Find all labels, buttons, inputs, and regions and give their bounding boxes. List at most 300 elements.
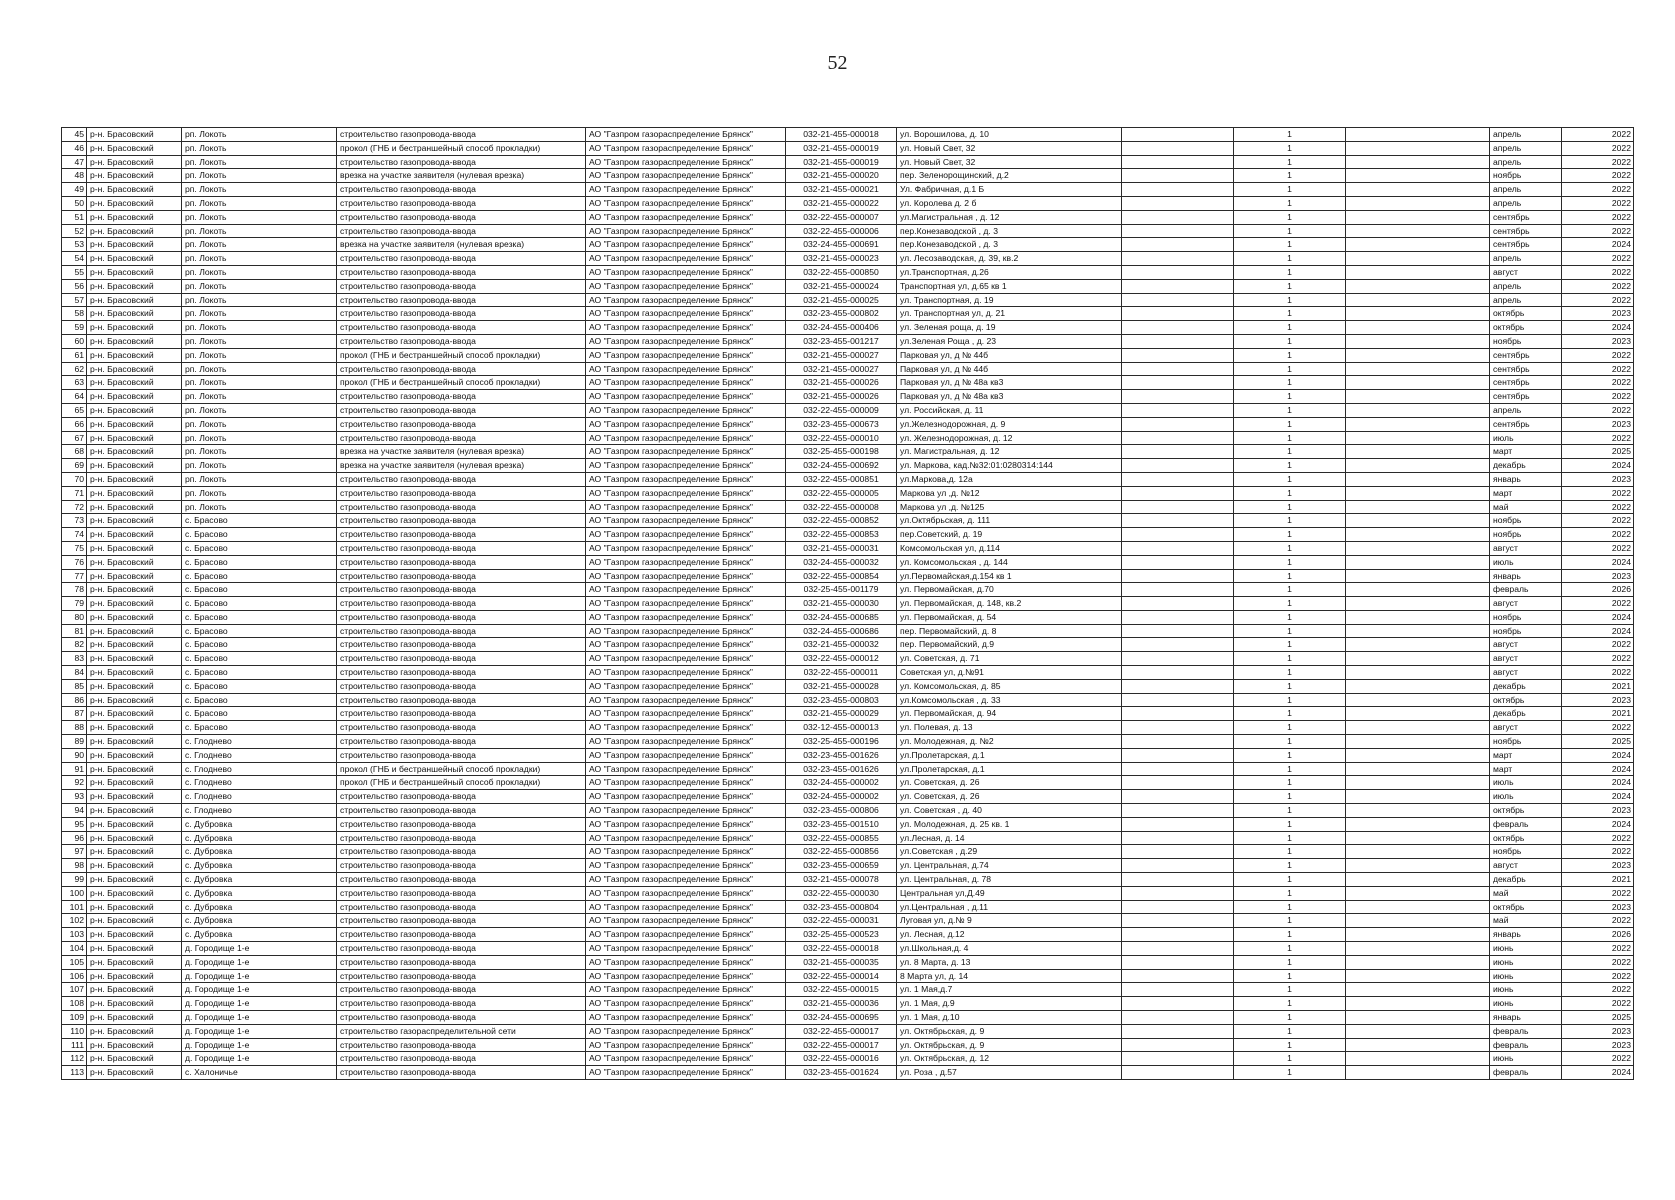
table-row xyxy=(62,348,1634,362)
organization-cell: АО "Газпром газораспределение Брянск" xyxy=(586,679,786,693)
row-number: 92 xyxy=(62,776,87,790)
row-number: 48 xyxy=(62,169,87,183)
district-cell: р-н. Брасовский xyxy=(87,224,182,238)
organization-cell: АО "Газпром газораспределение Брянск" xyxy=(586,955,786,969)
month-cell: май xyxy=(1490,886,1562,900)
district-cell: р-н. Брасовский xyxy=(87,845,182,859)
code-cell: 032-22-455-000009 xyxy=(786,403,897,417)
address-cell: ул. 1 Мая,д.7 xyxy=(897,983,1122,997)
month-cell: сентябрь xyxy=(1490,417,1562,431)
row-number: 80 xyxy=(62,610,87,624)
table-row xyxy=(62,293,1634,307)
quantity-cell: 1 xyxy=(1234,403,1346,417)
district-cell: р-н. Брасовский xyxy=(87,514,182,528)
empty-cell xyxy=(1122,900,1234,914)
organization-cell: АО "Газпром газораспределение Брянск" xyxy=(586,886,786,900)
quantity-cell: 1 xyxy=(1234,155,1346,169)
empty-cell xyxy=(1122,1066,1234,1080)
table-row xyxy=(62,1038,1634,1052)
row-number: 50 xyxy=(62,196,87,210)
quantity-cell: 1 xyxy=(1234,196,1346,210)
month-cell: август xyxy=(1490,652,1562,666)
empty-cell-2 xyxy=(1346,569,1490,583)
quantity-cell: 1 xyxy=(1234,141,1346,155)
month-cell: март xyxy=(1490,748,1562,762)
settlement-cell: рп. Локоть xyxy=(182,417,337,431)
table-row xyxy=(62,583,1634,597)
year-cell: 2022 xyxy=(1562,831,1634,845)
table-row xyxy=(62,597,1634,611)
row-number: 105 xyxy=(62,955,87,969)
quantity-cell: 1 xyxy=(1234,831,1346,845)
empty-cell-2 xyxy=(1346,886,1490,900)
organization-cell: АО "Газпром газораспределение Брянск" xyxy=(586,748,786,762)
row-number: 68 xyxy=(62,445,87,459)
empty-cell xyxy=(1122,1011,1234,1025)
code-cell: 032-23-455-001624 xyxy=(786,1066,897,1080)
settlement-cell: рп. Локоть xyxy=(182,348,337,362)
quantity-cell: 1 xyxy=(1234,845,1346,859)
empty-cell-2 xyxy=(1346,555,1490,569)
empty-cell-2 xyxy=(1346,403,1490,417)
row-number: 58 xyxy=(62,307,87,321)
work-type-cell: строительство газопровода-ввода xyxy=(337,942,586,956)
row-number: 76 xyxy=(62,555,87,569)
address-cell: Парковая ул, д № 44б xyxy=(897,362,1122,376)
address-cell: ул. Первомайская, д. 148, кв.2 xyxy=(897,597,1122,611)
work-type-cell: строительство газопровода-ввода xyxy=(337,183,586,197)
empty-cell-2 xyxy=(1346,417,1490,431)
table-row xyxy=(62,279,1634,293)
settlement-cell: с. Дубровка xyxy=(182,900,337,914)
organization-cell: АО "Газпром газораспределение Брянск" xyxy=(586,390,786,404)
empty-cell xyxy=(1122,969,1234,983)
address-cell: ул. Советская, д. 26 xyxy=(897,776,1122,790)
row-number: 52 xyxy=(62,224,87,238)
empty-cell xyxy=(1122,693,1234,707)
quantity-cell: 1 xyxy=(1234,997,1346,1011)
table-row xyxy=(62,403,1634,417)
row-number: 71 xyxy=(62,486,87,500)
organization-cell: АО "Газпром газораспределение Брянск" xyxy=(586,334,786,348)
district-cell: р-н. Брасовский xyxy=(87,762,182,776)
quantity-cell: 1 xyxy=(1234,624,1346,638)
empty-cell xyxy=(1122,514,1234,528)
work-type-cell: строительство газопровода-ввода xyxy=(337,748,586,762)
work-type-cell: строительство газопровода-ввода xyxy=(337,693,586,707)
work-type-cell: строительство газопровода-ввода xyxy=(337,362,586,376)
row-number: 61 xyxy=(62,348,87,362)
work-type-cell: строительство газопровода-ввода xyxy=(337,859,586,873)
address-cell: Комсомольская ул, д.114 xyxy=(897,541,1122,555)
district-cell: р-н. Брасовский xyxy=(87,279,182,293)
address-cell: ул.Советская , д.29 xyxy=(897,845,1122,859)
month-cell: июль xyxy=(1490,776,1562,790)
year-cell: 2023 xyxy=(1562,900,1634,914)
empty-cell xyxy=(1122,238,1234,252)
settlement-cell: рп. Локоть xyxy=(182,128,337,142)
month-cell: апрель xyxy=(1490,155,1562,169)
row-number: 56 xyxy=(62,279,87,293)
empty-cell xyxy=(1122,886,1234,900)
organization-cell: АО "Газпром газораспределение Брянск" xyxy=(586,873,786,887)
work-type-cell: строительство газопровода-ввода xyxy=(337,845,586,859)
work-type-cell: строительство газопровода-ввода xyxy=(337,1038,586,1052)
month-cell: апрель xyxy=(1490,293,1562,307)
month-cell: июль xyxy=(1490,555,1562,569)
address-cell: ул. Королева д. 2 б xyxy=(897,196,1122,210)
empty-cell-2 xyxy=(1346,652,1490,666)
quantity-cell: 1 xyxy=(1234,873,1346,887)
table-row xyxy=(62,376,1634,390)
year-cell: 2022 xyxy=(1562,376,1634,390)
code-cell: 032-22-455-000010 xyxy=(786,431,897,445)
month-cell: сентябрь xyxy=(1490,362,1562,376)
year-cell: 2022 xyxy=(1562,265,1634,279)
year-cell: 2022 xyxy=(1562,500,1634,514)
empty-cell xyxy=(1122,997,1234,1011)
code-cell: 032-24-455-000691 xyxy=(786,238,897,252)
code-cell: 032-22-455-000015 xyxy=(786,983,897,997)
row-number: 96 xyxy=(62,831,87,845)
year-cell: 2022 xyxy=(1562,638,1634,652)
quantity-cell: 1 xyxy=(1234,445,1346,459)
empty-cell-2 xyxy=(1346,183,1490,197)
month-cell: июнь xyxy=(1490,1052,1562,1066)
empty-cell xyxy=(1122,472,1234,486)
code-cell: 032-21-455-000032 xyxy=(786,638,897,652)
address-cell: ул. 1 Мая, д.10 xyxy=(897,1011,1122,1025)
empty-cell xyxy=(1122,252,1234,266)
month-cell: ноябрь xyxy=(1490,514,1562,528)
quantity-cell: 1 xyxy=(1234,252,1346,266)
address-cell: пер.Конезаводской , д. 3 xyxy=(897,224,1122,238)
row-number: 91 xyxy=(62,762,87,776)
organization-cell: АО "Газпром газораспределение Брянск" xyxy=(586,1011,786,1025)
code-cell: 032-24-455-000032 xyxy=(786,555,897,569)
organization-cell: АО "Газпром газораспределение Брянск" xyxy=(586,376,786,390)
work-type-cell: строительство газопровода-ввода xyxy=(337,831,586,845)
quantity-cell: 1 xyxy=(1234,804,1346,818)
address-cell: пер. Зеленорощинский, д.2 xyxy=(897,169,1122,183)
empty-cell-2 xyxy=(1346,1011,1490,1025)
row-number: 101 xyxy=(62,900,87,914)
table-body xyxy=(62,128,1634,1080)
empty-cell-2 xyxy=(1346,997,1490,1011)
quantity-cell: 1 xyxy=(1234,735,1346,749)
empty-cell xyxy=(1122,638,1234,652)
district-cell: р-н. Брасовский xyxy=(87,886,182,900)
month-cell: октябрь xyxy=(1490,831,1562,845)
empty-cell xyxy=(1122,817,1234,831)
year-cell: 2022 xyxy=(1562,955,1634,969)
works-table xyxy=(61,127,1634,1080)
organization-cell: АО "Газпром газораспределение Брянск" xyxy=(586,817,786,831)
quantity-cell: 1 xyxy=(1234,265,1346,279)
month-cell: сентябрь xyxy=(1490,376,1562,390)
work-type-cell: строительство газопровода-ввода xyxy=(337,955,586,969)
organization-cell: АО "Газпром газораспределение Брянск" xyxy=(586,307,786,321)
settlement-cell: д. Городище 1-е xyxy=(182,1024,337,1038)
district-cell: р-н. Брасовский xyxy=(87,155,182,169)
settlement-cell: с. Глоднево xyxy=(182,735,337,749)
work-type-cell: строительство газопровода-ввода xyxy=(337,817,586,831)
address-cell: ул. Первомайская, д.70 xyxy=(897,583,1122,597)
month-cell: апрель xyxy=(1490,141,1562,155)
table-row xyxy=(62,748,1634,762)
empty-cell-2 xyxy=(1346,776,1490,790)
quantity-cell: 1 xyxy=(1234,776,1346,790)
quantity-cell: 1 xyxy=(1234,610,1346,624)
address-cell: ул.Центральная , д.11 xyxy=(897,900,1122,914)
quantity-cell: 1 xyxy=(1234,417,1346,431)
district-cell: р-н. Брасовский xyxy=(87,252,182,266)
district-cell: р-н. Брасовский xyxy=(87,1024,182,1038)
year-cell: 2022 xyxy=(1562,210,1634,224)
district-cell: р-н. Брасовский xyxy=(87,969,182,983)
empty-cell-2 xyxy=(1346,804,1490,818)
address-cell: ул. Комсомольская , д. 144 xyxy=(897,555,1122,569)
empty-cell-2 xyxy=(1346,252,1490,266)
settlement-cell: с. Дубровка xyxy=(182,845,337,859)
address-cell: ул.Магистральная , д. 12 xyxy=(897,210,1122,224)
district-cell: р-н. Брасовский xyxy=(87,417,182,431)
quantity-cell: 1 xyxy=(1234,583,1346,597)
year-cell: 2026 xyxy=(1562,583,1634,597)
organization-cell: АО "Газпром газораспределение Брянск" xyxy=(586,831,786,845)
table-row xyxy=(62,859,1634,873)
settlement-cell: рп. Локоть xyxy=(182,334,337,348)
work-type-cell: строительство газопровода-ввода xyxy=(337,886,586,900)
district-cell: р-н. Брасовский xyxy=(87,569,182,583)
year-cell: 2022 xyxy=(1562,886,1634,900)
month-cell: сентябрь xyxy=(1490,210,1562,224)
empty-cell xyxy=(1122,942,1234,956)
quantity-cell: 1 xyxy=(1234,1066,1346,1080)
code-cell: 032-22-455-000006 xyxy=(786,224,897,238)
code-cell: 032-22-455-000017 xyxy=(786,1024,897,1038)
district-cell: р-н. Брасовский xyxy=(87,265,182,279)
code-cell: 032-23-455-000804 xyxy=(786,900,897,914)
year-cell: 2025 xyxy=(1562,735,1634,749)
empty-cell xyxy=(1122,390,1234,404)
table-row xyxy=(62,776,1634,790)
empty-cell-2 xyxy=(1346,955,1490,969)
table-row xyxy=(62,390,1634,404)
code-cell: 032-25-455-001179 xyxy=(786,583,897,597)
code-cell: 032-21-455-000036 xyxy=(786,997,897,1011)
quantity-cell: 1 xyxy=(1234,1024,1346,1038)
row-number: 102 xyxy=(62,914,87,928)
code-cell: 032-22-455-000853 xyxy=(786,528,897,542)
table-row xyxy=(62,707,1634,721)
work-type-cell: строительство газопровода-ввода xyxy=(337,900,586,914)
quantity-cell: 1 xyxy=(1234,1011,1346,1025)
address-cell: ул.Комсомольская , д. 33 xyxy=(897,693,1122,707)
year-cell: 2022 xyxy=(1562,390,1634,404)
organization-cell: АО "Газпром газораспределение Брянск" xyxy=(586,500,786,514)
work-type-cell: врезка на участке заявителя (нулевая врезка) xyxy=(337,459,586,473)
table-row xyxy=(62,928,1634,942)
quantity-cell: 1 xyxy=(1234,279,1346,293)
district-cell: р-н. Брасовский xyxy=(87,500,182,514)
row-number: 111 xyxy=(62,1038,87,1052)
quantity-cell: 1 xyxy=(1234,928,1346,942)
empty-cell-2 xyxy=(1346,293,1490,307)
table-row xyxy=(62,1052,1634,1066)
empty-cell xyxy=(1122,983,1234,997)
year-cell: 2022 xyxy=(1562,597,1634,611)
month-cell: июль xyxy=(1490,790,1562,804)
year-cell: 2021 xyxy=(1562,679,1634,693)
organization-cell: АО "Газпром газораспределение Брянск" xyxy=(586,528,786,542)
empty-cell-2 xyxy=(1346,376,1490,390)
month-cell: апрель xyxy=(1490,279,1562,293)
code-cell: 032-22-455-000851 xyxy=(786,472,897,486)
empty-cell xyxy=(1122,555,1234,569)
address-cell: ул.Школьная,д. 4 xyxy=(897,942,1122,956)
row-number: 65 xyxy=(62,403,87,417)
settlement-cell: с. Брасово xyxy=(182,721,337,735)
district-cell: р-н. Брасовский xyxy=(87,541,182,555)
empty-cell-2 xyxy=(1346,873,1490,887)
district-cell: р-н. Брасовский xyxy=(87,459,182,473)
work-type-cell: строительство газопровода-ввода xyxy=(337,597,586,611)
empty-cell-2 xyxy=(1346,1052,1490,1066)
empty-cell xyxy=(1122,955,1234,969)
table-row xyxy=(62,224,1634,238)
empty-cell xyxy=(1122,831,1234,845)
table-row xyxy=(62,472,1634,486)
row-number: 112 xyxy=(62,1052,87,1066)
empty-cell-2 xyxy=(1346,762,1490,776)
table-row xyxy=(62,735,1634,749)
quantity-cell: 1 xyxy=(1234,886,1346,900)
organization-cell: АО "Газпром газораспределение Брянск" xyxy=(586,707,786,721)
work-type-cell: строительство газопровода-ввода xyxy=(337,624,586,638)
row-number: 110 xyxy=(62,1024,87,1038)
work-type-cell: строительство газопровода-ввода xyxy=(337,721,586,735)
quantity-cell: 1 xyxy=(1234,390,1346,404)
table-row xyxy=(62,183,1634,197)
empty-cell-2 xyxy=(1346,141,1490,155)
month-cell: декабрь xyxy=(1490,873,1562,887)
empty-cell-2 xyxy=(1346,541,1490,555)
table-row xyxy=(62,210,1634,224)
settlement-cell: с. Дубровка xyxy=(182,886,337,900)
settlement-cell: д. Городище 1-е xyxy=(182,942,337,956)
row-number: 70 xyxy=(62,472,87,486)
address-cell: ул. Железнодорожная, д. 12 xyxy=(897,431,1122,445)
district-cell: р-н. Брасовский xyxy=(87,914,182,928)
table-row xyxy=(62,500,1634,514)
year-cell: 2022 xyxy=(1562,224,1634,238)
settlement-cell: рп. Локоть xyxy=(182,459,337,473)
organization-cell: АО "Газпром газораспределение Брянск" xyxy=(586,1038,786,1052)
row-number: 86 xyxy=(62,693,87,707)
month-cell: сентябрь xyxy=(1490,238,1562,252)
organization-cell: АО "Газпром газораспределение Брянск" xyxy=(586,914,786,928)
empty-cell-2 xyxy=(1346,942,1490,956)
table-row xyxy=(62,141,1634,155)
settlement-cell: д. Городище 1-е xyxy=(182,997,337,1011)
organization-cell: АО "Газпром газораспределение Брянск" xyxy=(586,183,786,197)
district-cell: р-н. Брасовский xyxy=(87,196,182,210)
empty-cell-2 xyxy=(1346,486,1490,500)
district-cell: р-н. Брасовский xyxy=(87,942,182,956)
address-cell: ул. Транспортная ул, д. 21 xyxy=(897,307,1122,321)
code-cell: 032-25-455-000523 xyxy=(786,928,897,942)
year-cell: 2021 xyxy=(1562,707,1634,721)
district-cell: р-н. Брасовский xyxy=(87,1011,182,1025)
row-number: 81 xyxy=(62,624,87,638)
empty-cell-2 xyxy=(1346,307,1490,321)
empty-cell-2 xyxy=(1346,748,1490,762)
work-type-cell: врезка на участке заявителя (нулевая врезка) xyxy=(337,445,586,459)
code-cell: 032-21-455-000025 xyxy=(786,293,897,307)
work-type-cell: строительство газопровода-ввода xyxy=(337,873,586,887)
code-cell: 032-22-455-000012 xyxy=(786,652,897,666)
row-number: 109 xyxy=(62,1011,87,1025)
year-cell: 2024 xyxy=(1562,238,1634,252)
empty-cell xyxy=(1122,762,1234,776)
empty-cell xyxy=(1122,348,1234,362)
month-cell: февраль xyxy=(1490,1024,1562,1038)
settlement-cell: рп. Локоть xyxy=(182,196,337,210)
address-cell: Ул. Фабричная, д.1 Б xyxy=(897,183,1122,197)
settlement-cell: с. Дубровка xyxy=(182,928,337,942)
empty-cell-2 xyxy=(1346,610,1490,624)
year-cell: 2021 xyxy=(1562,873,1634,887)
year-cell: 2022 xyxy=(1562,666,1634,680)
code-cell: 032-22-455-000016 xyxy=(786,1052,897,1066)
quantity-cell: 1 xyxy=(1234,597,1346,611)
settlement-cell: д. Городище 1-е xyxy=(182,1038,337,1052)
organization-cell: АО "Газпром газораспределение Брянск" xyxy=(586,362,786,376)
empty-cell-2 xyxy=(1346,348,1490,362)
empty-cell xyxy=(1122,541,1234,555)
month-cell: ноябрь xyxy=(1490,528,1562,542)
empty-cell-2 xyxy=(1346,238,1490,252)
settlement-cell: с. Дубровка xyxy=(182,817,337,831)
table-row xyxy=(62,1066,1634,1080)
empty-cell-2 xyxy=(1346,845,1490,859)
work-type-cell: строительство газопровода-ввода xyxy=(337,403,586,417)
month-cell: декабрь xyxy=(1490,707,1562,721)
month-cell: ноябрь xyxy=(1490,334,1562,348)
empty-cell-2 xyxy=(1346,128,1490,142)
work-type-cell: строительство газопровода-ввода xyxy=(337,666,586,680)
organization-cell: АО "Газпром газораспределение Брянск" xyxy=(586,196,786,210)
month-cell: август xyxy=(1490,638,1562,652)
row-number: 107 xyxy=(62,983,87,997)
year-cell: 2022 xyxy=(1562,983,1634,997)
code-cell: 032-24-455-000695 xyxy=(786,1011,897,1025)
year-cell: 2024 xyxy=(1562,321,1634,335)
month-cell: апрель xyxy=(1490,128,1562,142)
organization-cell: АО "Газпром газораспределение Брянск" xyxy=(586,169,786,183)
table-row xyxy=(62,997,1634,1011)
quantity-cell: 1 xyxy=(1234,955,1346,969)
work-type-cell: строительство газопровода-ввода xyxy=(337,390,586,404)
organization-cell: АО "Газпром газораспределение Брянск" xyxy=(586,762,786,776)
table-row xyxy=(62,914,1634,928)
year-cell: 2022 xyxy=(1562,652,1634,666)
table-row xyxy=(62,900,1634,914)
month-cell: февраль xyxy=(1490,1038,1562,1052)
quantity-cell: 1 xyxy=(1234,514,1346,528)
empty-cell-2 xyxy=(1346,707,1490,721)
